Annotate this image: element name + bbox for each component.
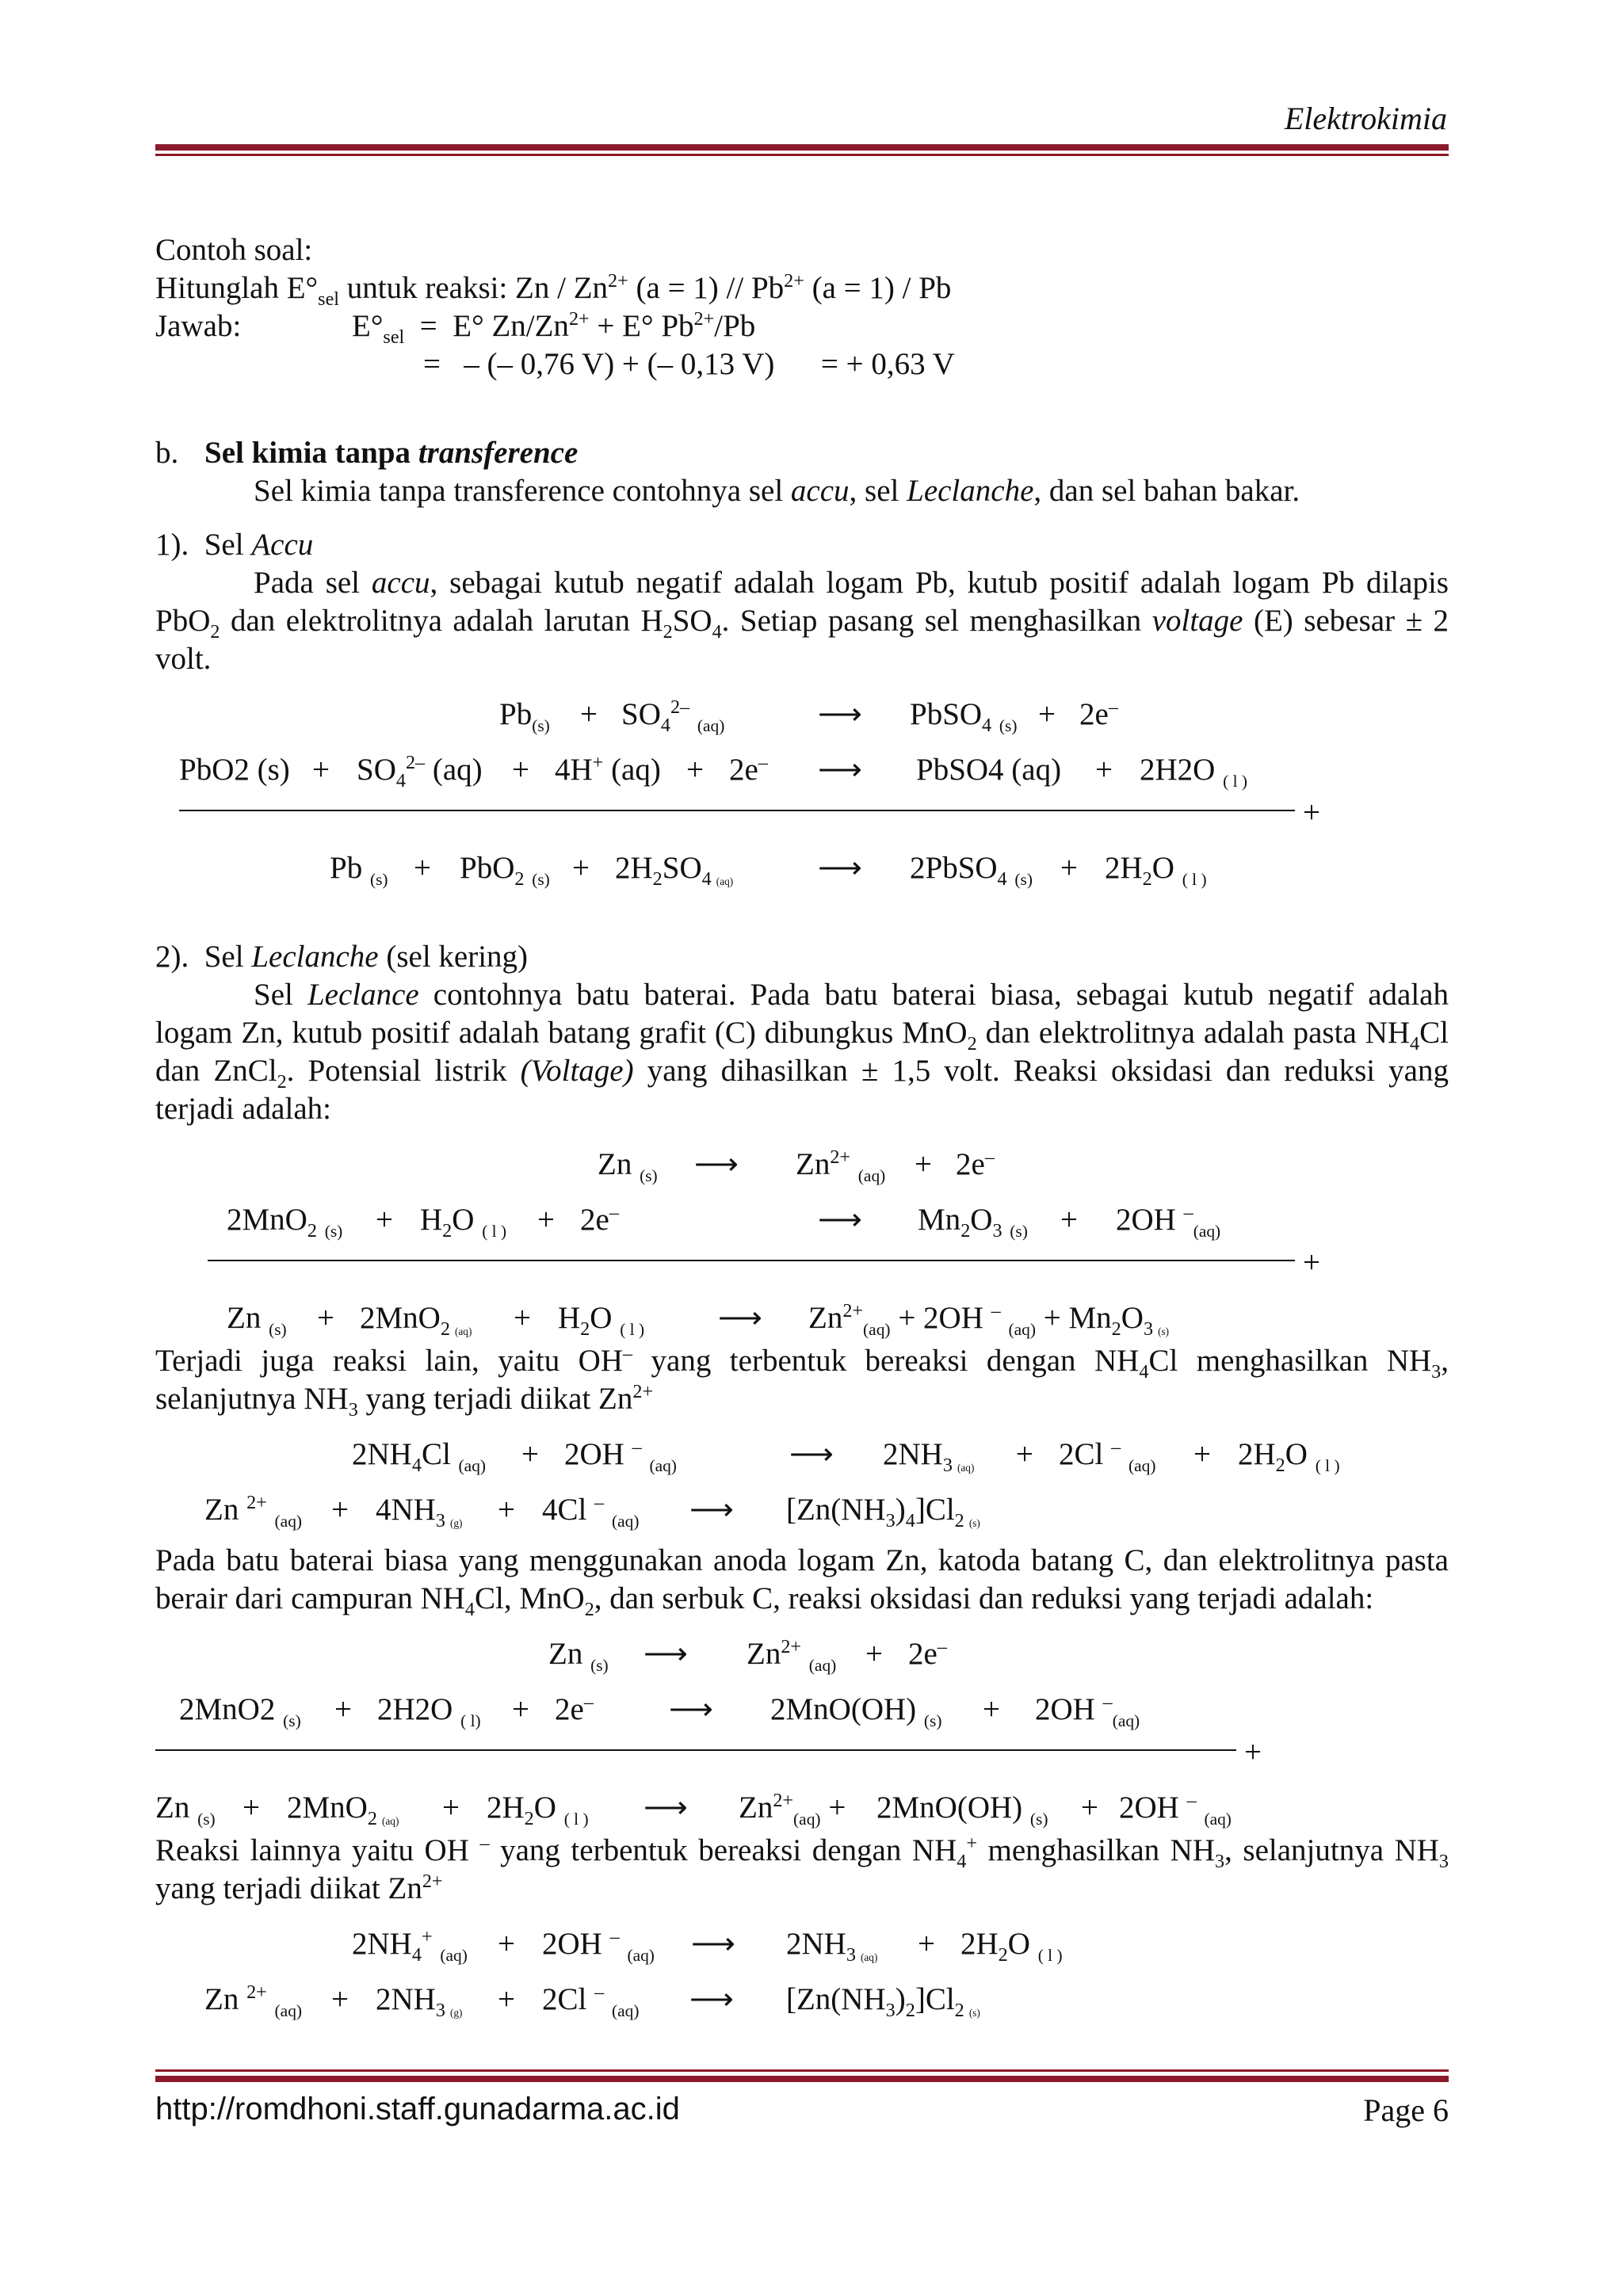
running-header: Elektrokimia (1284, 101, 1447, 136)
page-body (155, 231, 1449, 2019)
page-number: Page 6 (1363, 2092, 1449, 2128)
battery-sum-line: + (155, 1733, 1449, 1772)
leclanche-paragraph: Sel Leclance contohnya batu baterai. Pada batu baterai biasa, sebagai kutub negatif adalah logam Zn, kutub positif adalah batang grafit (C) dibungkus MnO$_2$ dan elektrolitnya adalah pasta $NH_4Cl$ dan ZnCl$_2$. Potensial listrik (Voltage) yang dihasilkan ± 1,5 volt. Reaksi oksidasi dan reduksi yang terjadi adalah: (155, 978, 1449, 1126)
nh4cl-reaction: $2NH_4Cl$ $_{(aq)}$ + 2OH – $_{(aq)}$ ⟶ $2NH_{3 (aq)}$ + 2Cl – $_{(aq)}$ + $2H_2O$ $_{( l )}$ (352, 1436, 1340, 1476)
example-label: Contoh soal: (155, 233, 313, 267)
leclanche-paragraph-2: Terjadi juga reaksi lain, yaitu OH– yang terbentuk bereaksi dengan $NH_4Cl$ menghasilkan $NH_3$, selanjutnya $NH_3$ yang terjadi diikat $Zn^{2+}$ (155, 1343, 1449, 1421)
accu-heading: 1). Sel Accu (155, 528, 314, 562)
zn-complex-reaction-1: Zn $^{2+}$ $_{(aq)}$ + $4NH_{3 (g)}$ + 4Cl – $_{(aq)}$ ⟶ $[Zn(NH_3)_4]Cl_{2 (s)}$ (204, 1492, 980, 1531)
accu-paragraph: Pada sel accu, sebagai kutub negatif adalah logam Pb, kutub positif adalah logam Pb dilapis PbO$_2$ dan elektrolitnya adalah larutan $H_2SO_4$. Setiap pasang sel menghasilkan voltage (E) sebesar ± 2 volt. (155, 566, 1449, 676)
battery-reaction-2: 2MnO2 $_{(s)}$ + 2H2O $_{( l)}$ + 2e– ⟶ 2MnO(OH) $_{(s)}$ + 2OH –$_{(aq)}$ (179, 1691, 1140, 1730)
footer-rule (155, 2076, 1449, 2082)
leclanche-reaction-total-1: Zn $_{(s)}$ + 2MnO$_{2 (aq)}$ + $H_2O$ $_{( l )}$ ⟶ $Zn^{2+}_{(aq)} + 2OH$ – $_{(aq)} + Mn_2O_{3 (s)}$ (227, 1300, 1170, 1340)
accu-reaction-2: PbO2 (s) + $SO_4^{2-}$ (aq) + 4H+ (aq) + 2e– ⟶ PbSO4 (aq) + 2H2O $_{( l )}$ (179, 752, 1248, 791)
example-question: Hitunglah $E^\circ_{sel}$ untuk reaksi: Zn / $Zn^{2+}$ $(a = 1) // Pb^{2+}$ (a = 1) / Pb (155, 270, 952, 310)
example-answer-1: Jawab: $E^\circ_{sel} = E^\circ$ $Zn/Zn^{2+} + E^\circ$ $Pb^{2+}/Pb$ (155, 308, 756, 348)
nh4-reaction: $2NH_4^+$ $_{(aq)}$ + 2OH – $_{(aq)}$ ⟶ $2NH_{3 (aq)}$ + $2H_2O$ $_{( l )}$ (352, 1926, 1063, 1966)
footer-url[interactable]: http://romdhoni.staff.gunadarma.ac.id (155, 2092, 680, 2126)
header-rule (155, 144, 1449, 151)
header-rule-thin (155, 154, 1449, 156)
zn-complex-reaction-2: Zn $^{2+}$ $_{(aq)}$ + $2NH_{3 (g)}$ + 2Cl – $_{(aq)}$ ⟶ $[Zn(NH_3)_2]Cl_{2 (s)}$ (204, 1981, 980, 2021)
section-b-heading: b. Sel kimia tanpa transference (155, 436, 579, 470)
leclanche-heading: 2). Sel Leclanche (sel kering) (155, 940, 529, 974)
leclanche-reaction-1: Zn $_{(s)}$ ⟶ $Zn^{2+}$ $_{(aq)}$ + 2e– (598, 1146, 995, 1185)
accu-sum-line: + (155, 794, 1449, 832)
leclanche-sum-line-1: + (155, 1244, 1449, 1282)
example-answer-2: = – (– 0,76 V) + (– 0,13 V) = + 0,63 V (423, 347, 955, 381)
battery-reaction-total: Zn $_{(s)}$ + 2MnO$_{2 (aq)}$ + $2H_2O$ $_{( l )}$ ⟶ $Zn^{2+}_{(aq)}$ + 2MnO(OH) $_{(s)}$ + 2OH – $_{(aq)}$ (155, 1790, 1232, 1829)
battery-reaction-1: Zn $_{(s)}$ ⟶ $Zn^{2+}$ $_{(aq)}$ + 2e– (548, 1636, 947, 1675)
leclanche-reaction-2: 2MnO$_2$ $_{(s)}$ + $H_2O$ $_{( l )}$ + 2e– ⟶ $Mn_2O_3$ $_{(s)}$ + 2OH –$_{(aq)}$ (227, 1202, 1221, 1241)
leclanche-paragraph-3: Pada batu baterai biasa yang menggunakan anoda logam Zn, katoda batang C, dan elektrolitnya pasta berair dari campuran $NH_4Cl$, MnO$_2$, dan serbuk C, reaksi oksidasi dan reduksi yang terjadi adalah: (155, 1543, 1449, 1620)
leclanche-paragraph-4: Reaksi lainnya yaitu OH – yang terbentuk bereaksi dengan $NH_4^+$ menghasilkan $NH_3$, selanjutnya $NH_3$ yang terjadi diikat $Zn^{2+}$ (155, 1833, 1449, 1905)
footer-rule-thin (155, 2069, 1449, 2072)
section-b-intro: Sel kimia tanpa transference contohnya sel accu, sel Leclanche, dan sel bahan bakar. (254, 474, 1300, 508)
accu-reaction-1: $Pb_{(s)}$ + $SO_4^{2-}$ $_{(aq)}$ ⟶ PbSO$_4$ $_{(s)}$ + 2e– (499, 696, 1118, 736)
accu-reaction-total: Pb $_{(s)}$ + PbO$_2$ $_{(s)}$ + $2H_2SO_{4 (aq)}$ ⟶ 2PbSO$_4$ $_{(s)}$ + $2H_2O$ $_{( l )}$ (330, 851, 1207, 890)
